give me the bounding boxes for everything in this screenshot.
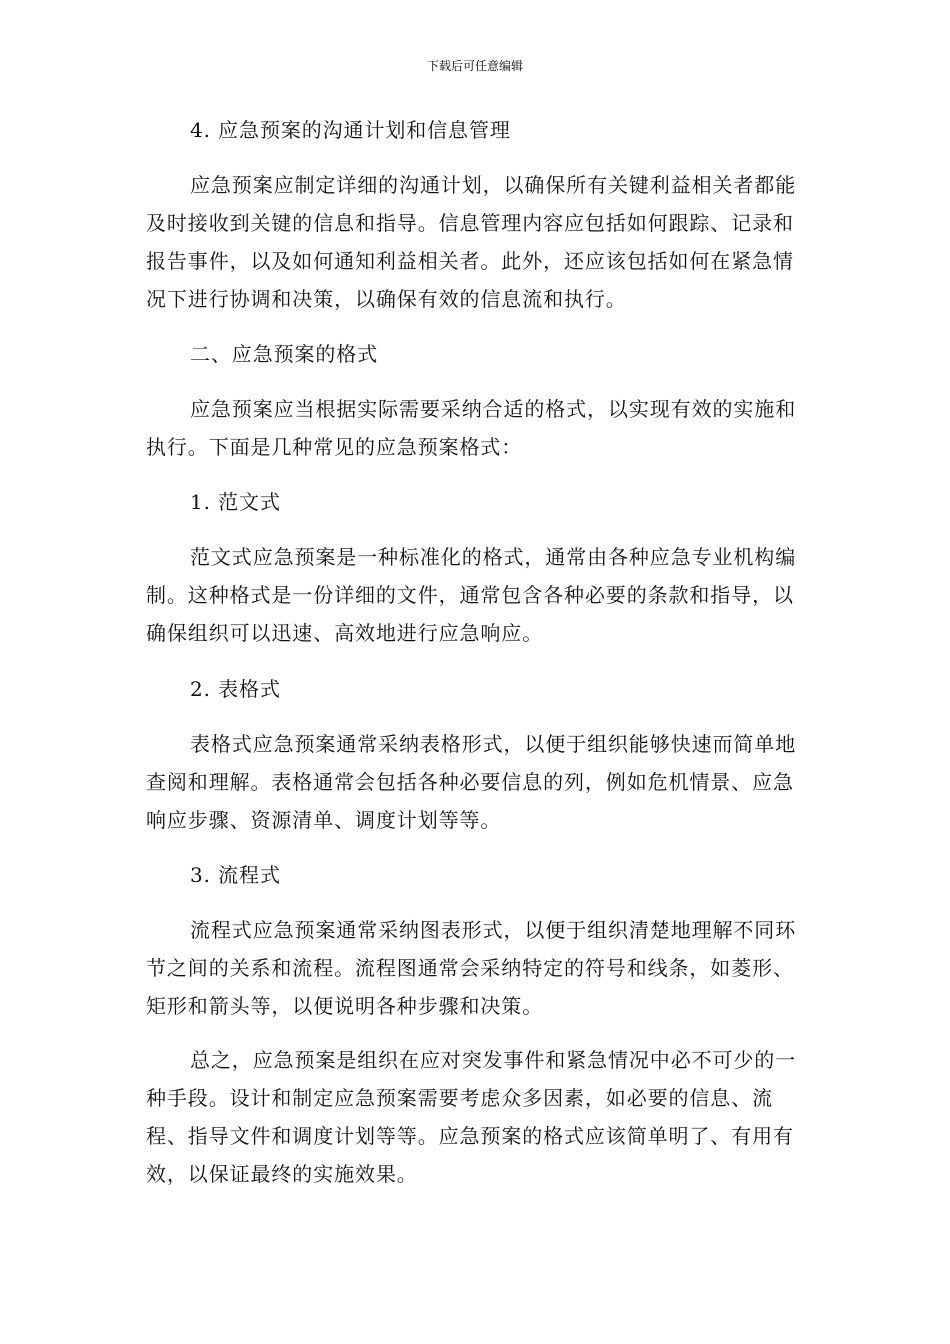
section-heading-format: 二、应急预案的格式 [190,342,379,366]
format-heading-table: 2. 表格式 [190,677,281,701]
section-heading-communication: 4. 应急预案的沟通计划和信息管理 [190,118,511,142]
paragraph-table-format: 表格式应急预案通常采纳表格形式，以便于组织能够快速而简单地查阅和理解。表格通常会包括各种必要信息的列，例如危机情景、应急响应步骤、资源清单、调度计划等等。 [146,732,797,832]
document-body [146,110,806,1193]
page-header: 下载后可任意编辑 [426,59,523,73]
paragraph-communication: 应急预案应制定详细的沟通计划，以确保所有关键利益相关者都能及时接收到关键的信息和指导。信息管理内容应包括如何跟踪、记录和报告事件，以及如何通知利益相关者。此外，还应该包括如何在紧急情况下进行协调和决策，以确保有效的信息流和执行。 [146,173,797,311]
format-heading-flow: 3. 流程式 [190,863,281,887]
paragraph-format-intro: 应急预案应当根据实际需要采纳合适的格式，以实现有效的实施和执行。下面是几种常见的应急预案格式： [146,397,797,459]
paragraph-flow-format: 流程式应急预案通常采纳图表形式，以便于组织清楚地理解不同环节之间的关系和流程。流程图通常会采纳特定的符号和线条，如菱形、矩形和箭头等，以便说明各种步骤和决策。 [146,918,797,1018]
format-heading-template: 1. 范文式 [190,490,281,514]
paragraph-template-format: 范文式应急预案是一种标准化的格式，通常由各种应急专业机构编制。这种格式是一份详细的文件，通常包含各种必要的条款和指导，以确保组织可以迅速、高效地进行应急响应。 [146,545,797,645]
paragraph-summary: 总之，应急预案是组织在应对突发事件和紧急情况中必不可少的一种手段。设计和制定应急预案需要考虑众多因素，如必要的信息、流程、指导文件和调度计划等等。应急预案的格式应该简单明了、有用有效，以保证最终的实施效果。 [146,1048,797,1186]
